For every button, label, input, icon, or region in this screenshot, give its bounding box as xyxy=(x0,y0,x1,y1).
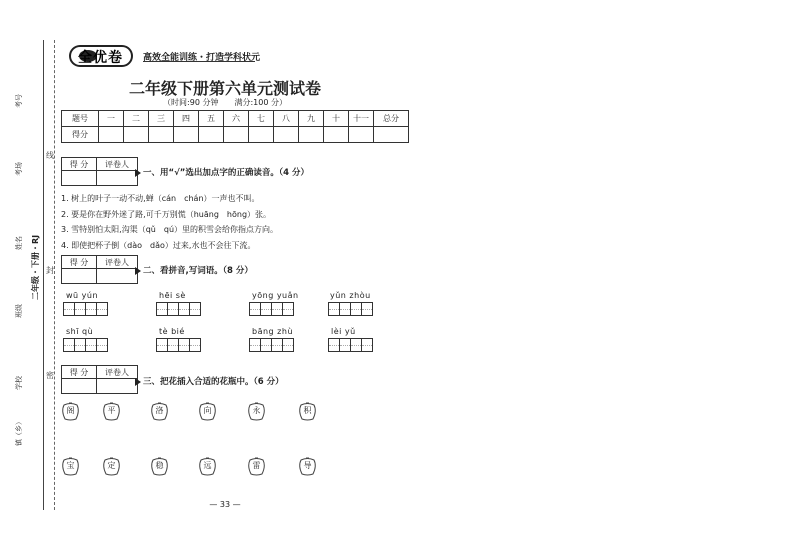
answer-grid[interactable] xyxy=(249,302,294,316)
score-cell xyxy=(249,127,274,143)
section-2-title xyxy=(135,264,253,276)
seal-line-char: 线 xyxy=(46,151,54,160)
answer-cell[interactable] xyxy=(189,302,201,316)
answer-cell[interactable] xyxy=(189,338,201,352)
vase-char: 宝 xyxy=(66,461,75,470)
pinyin-label: yǔn zhòu xyxy=(330,291,371,300)
question-1-1: 1. 树上的叶子一动不动,蝉（cán chán）一声也不叫。 xyxy=(61,194,260,203)
page-title: 二年级下册第六单元测试卷 xyxy=(128,79,321,98)
exam-room-label: 考场 xyxy=(15,162,23,176)
vase-char: 阁 xyxy=(66,406,75,415)
table-row-label: 得分 xyxy=(62,127,99,143)
score-table-header-row xyxy=(62,111,409,127)
answer-grid[interactable] xyxy=(328,338,373,352)
answer-cell[interactable] xyxy=(282,338,294,352)
flower-vase xyxy=(60,456,81,477)
table-col: 七 xyxy=(249,111,274,127)
vase-char: 平 xyxy=(107,406,116,415)
answer-cell[interactable] xyxy=(361,338,373,352)
brand-logo xyxy=(68,42,136,70)
answer-grid[interactable] xyxy=(156,302,201,316)
section-3-title-text: 三、把花插入合适的花瓶中。（6 分） xyxy=(143,377,284,387)
grader-name-cell xyxy=(97,379,138,394)
answer-grid[interactable] xyxy=(156,338,201,352)
grader-name-label: 评卷人 xyxy=(97,158,138,171)
flower-vase xyxy=(149,401,170,422)
pinyin-label: hēi sè xyxy=(159,291,186,300)
vase-char: 稳 xyxy=(155,461,164,470)
name-label: 姓名 xyxy=(15,236,23,250)
answer-cell[interactable] xyxy=(96,338,108,352)
answer-grid[interactable] xyxy=(328,302,373,316)
answer-cell[interactable] xyxy=(96,302,108,316)
binding-line-dashed xyxy=(54,40,55,510)
flower-vase xyxy=(101,401,122,422)
vase-char: 永 xyxy=(252,406,261,415)
flower-vase xyxy=(60,401,81,422)
grader-name-cell xyxy=(97,269,138,284)
pinyin-label: bāng zhù xyxy=(252,327,294,336)
class-label: 班级 xyxy=(15,304,23,318)
vase-char: 雷 xyxy=(252,461,261,470)
flower-vase xyxy=(297,401,318,422)
vase-char: 导 xyxy=(303,461,312,470)
grader-name-label: 评卷人 xyxy=(97,256,138,269)
triangle-icon xyxy=(135,267,141,275)
triangle-icon xyxy=(135,378,141,386)
pinyin-label: yōng yuǎn xyxy=(252,291,299,300)
table-col: 八 xyxy=(274,111,299,127)
table-col: 十一 xyxy=(349,111,374,127)
table-col: 十 xyxy=(324,111,349,127)
score-cell xyxy=(224,127,249,143)
question-1-2: 2. 要是你在野外迷了路,可千万别慌（huāng hōng）张。 xyxy=(61,210,272,219)
flower-vase xyxy=(101,456,122,477)
grader-score-label: 得 分 xyxy=(62,256,97,269)
flower-vase xyxy=(297,456,318,477)
pinyin-label: lèi yǔ xyxy=(331,327,356,336)
pinyin-label: shī qù xyxy=(66,327,94,336)
binding-line-outer xyxy=(43,40,44,510)
exam-number-label: 考号 xyxy=(15,94,23,108)
logo-text: 全优卷 xyxy=(78,50,123,66)
score-cell xyxy=(374,127,409,143)
flower-vase xyxy=(197,401,218,422)
answer-grid[interactable] xyxy=(63,338,108,352)
section-1-title-text: 一、用“√”选出加点字的正确读音。（4 分） xyxy=(143,168,309,178)
table-col: 五 xyxy=(199,111,224,127)
grader-score-label: 得 分 xyxy=(62,158,97,171)
grader-box xyxy=(61,365,138,394)
slogan: 高效全能训练・打造学科状元 xyxy=(143,53,261,63)
answer-cell[interactable] xyxy=(282,302,294,316)
score-cell xyxy=(124,127,149,143)
grader-score-cell xyxy=(62,171,97,186)
score-cell xyxy=(174,127,199,143)
exam-meta: （时间:90 分钟 满分:100 分） xyxy=(163,98,287,107)
vase-char: 定 xyxy=(107,461,116,470)
table-col: 三 xyxy=(149,111,174,127)
town-label: 镇（乡） xyxy=(15,418,23,446)
answer-grid[interactable] xyxy=(249,338,294,352)
table-header-label: 题号 xyxy=(62,111,99,127)
table-col: 二 xyxy=(124,111,149,127)
grade-volume-label: 二年级・下册・RJ xyxy=(31,234,40,300)
section-1-title xyxy=(135,166,309,178)
vase-char: 向 xyxy=(203,406,212,415)
seal-secret-char: 密 xyxy=(46,371,54,380)
score-cell xyxy=(199,127,224,143)
flower-vase xyxy=(197,456,218,477)
table-col: 九 xyxy=(299,111,324,127)
pinyin-label: tè bié xyxy=(159,327,185,336)
school-label: 学校 xyxy=(15,376,23,390)
score-table xyxy=(61,110,409,143)
score-cell xyxy=(149,127,174,143)
pinyin-label: wū yún xyxy=(66,291,99,300)
flower-vase xyxy=(149,456,170,477)
grader-box xyxy=(61,255,138,284)
score-cell xyxy=(349,127,374,143)
grader-name-cell xyxy=(97,171,138,186)
grader-score-label: 得 分 xyxy=(62,366,97,379)
vase-char: 远 xyxy=(203,461,212,470)
vase-char: 洛 xyxy=(155,406,164,415)
grader-name-label: 评卷人 xyxy=(97,366,138,379)
grader-score-cell xyxy=(62,379,97,394)
section-3-title xyxy=(135,375,284,387)
table-col: 六 xyxy=(224,111,249,127)
score-cell xyxy=(299,127,324,143)
score-cell xyxy=(99,127,124,143)
grader-score-cell xyxy=(62,269,97,284)
triangle-icon xyxy=(135,169,141,177)
question-1-3: 3. 雪特别怕太阳,沟渠（qǔ qú）里的积雪会给你指点方向。 xyxy=(61,225,279,234)
answer-grid[interactable] xyxy=(63,302,108,316)
table-col: 总分 xyxy=(374,111,409,127)
grader-box xyxy=(61,157,138,186)
slogan-underline xyxy=(143,61,255,62)
table-col: 四 xyxy=(174,111,199,127)
seal-seal-char: 封 xyxy=(46,266,54,275)
table-col: 一 xyxy=(99,111,124,127)
score-cell xyxy=(324,127,349,143)
flower-vase xyxy=(246,456,267,477)
score-cell xyxy=(274,127,299,143)
vase-char: 积 xyxy=(303,406,312,415)
answer-cell[interactable] xyxy=(361,302,373,316)
score-table-score-row xyxy=(62,127,409,143)
page-number: — 33 — xyxy=(209,500,241,509)
section-2-title-text: 二、看拼音,写词语。（8 分） xyxy=(143,266,253,276)
flower-vase xyxy=(246,401,267,422)
question-1-4: 4. 即使把杯子倒（dào dǎo）过来,水也不会往下流。 xyxy=(61,241,256,250)
